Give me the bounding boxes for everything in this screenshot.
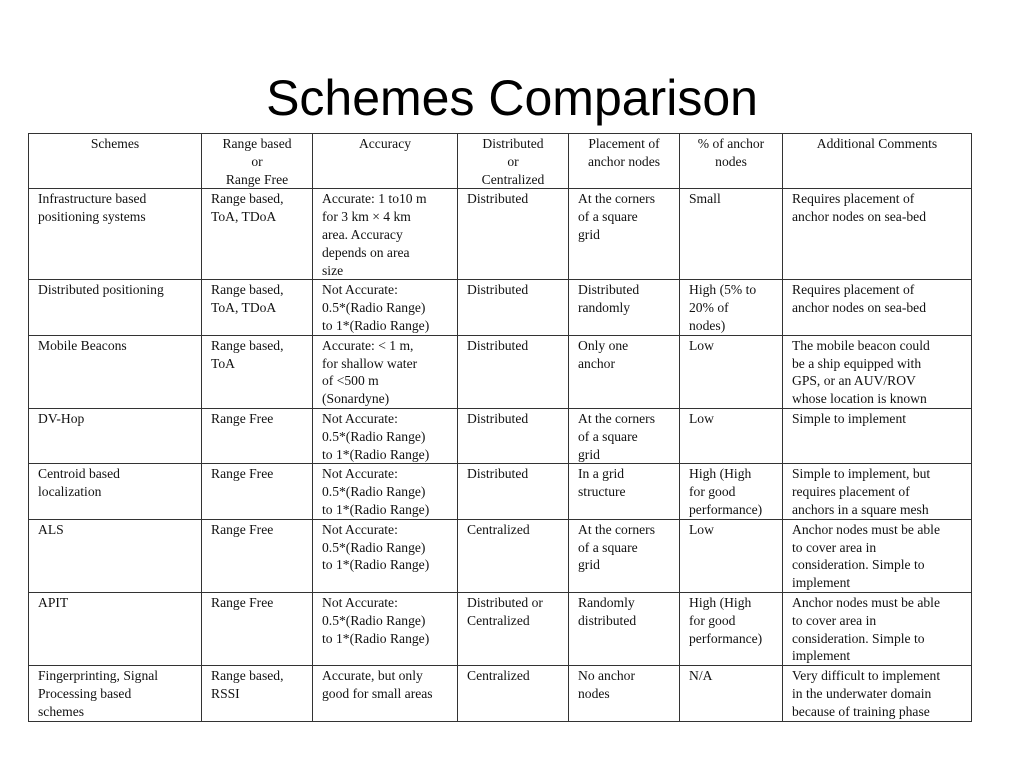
table-row [29,189,972,280]
cell-comments [783,666,972,721]
cell-architecture [458,666,569,721]
column-header-architecture [458,134,569,189]
cell-text-line: APIT [38,594,69,610]
cell-text-line: to 1*(Radio Range) [322,446,430,462]
cell-text-line: Anchor nodes must be able [792,594,940,610]
cell-text-line: for good [689,484,736,500]
cell-text-line: to 1*(Radio Range) [322,630,430,646]
cell-text-line: At the corners [578,191,656,207]
cell-text-line: Accurate: 1 to10 m [322,191,427,207]
cell-text-line: Schemes [90,136,140,151]
cell-text-line: % of anchor [697,136,765,151]
cell-scheme [29,666,202,721]
cell-text-line: Distributed [467,282,529,298]
cell-text-line: Fingerprinting, Signal [38,668,159,684]
cell-text-line: nodes [578,685,610,701]
cell-anchor-placement [569,408,680,463]
cell-text-line: grid [578,226,600,242]
cell-text-line: area. Accuracy [322,226,403,242]
cell-text-line: (Sonardyne) [322,391,390,407]
cell-text-line: Not Accurate: [322,466,398,482]
cell-scheme [29,519,202,592]
cell-scheme [29,280,202,335]
cell-text-line: anchors in a square mesh [792,501,929,517]
table-row [29,464,972,519]
cell-text-line: Range based, [211,668,284,684]
cell-text-line: grid [578,446,600,462]
cell-text-line: of a square [578,428,638,444]
cell-anchor-placement [569,592,680,665]
cell-text-line: Range based, [211,337,284,353]
cell-text-line: nodes [715,153,747,169]
cell-text-line: Distributed [467,466,529,482]
cell-text-line: 0.5*(Radio Range) [322,612,426,628]
cell-anchor-placement [569,335,680,408]
cell-text-line: Requires placement of [792,282,915,298]
cell-text-line: Not Accurate: [322,410,398,426]
cell-range-type [202,280,313,335]
cell-anchor-percent [680,592,783,665]
cell-text-line: Very difficult to implement [792,668,941,684]
cell-text-line: Not Accurate: [322,521,398,537]
cell-text-line: Range based, [211,191,284,207]
cell-text-line: to 1*(Radio Range) [322,501,430,517]
cell-text-line: Range Free [225,171,289,187]
cell-text-line: At the corners [578,521,656,537]
cell-text-line: Distributed [467,191,529,207]
cell-accuracy [313,592,458,665]
cell-text-line: Simple to implement [792,410,907,426]
cell-text-line: Range Free [211,466,274,482]
cell-text-line: to cover area in [792,612,877,628]
cell-text-line: Mobile Beacons [38,337,127,353]
cell-text-line: Only one [578,337,629,353]
cell-text-line: Low [689,521,714,537]
cell-text-line: implement [792,575,851,591]
column-header-anchor-placement [569,134,680,189]
cell-text-line: Distributed [467,337,529,353]
cell-text-line: The mobile beacon could [792,337,930,353]
cell-text-line: or [507,153,519,169]
cell-text-line: Range based [222,136,292,151]
cell-text-line: RSSI [211,685,240,701]
cell-text-line: positioning systems [38,209,146,225]
cell-text-line: requires placement of [792,484,910,500]
cell-text-line: High (5% to [689,282,757,298]
cell-text-line: whose location is known [792,391,927,407]
cell-text-line: Low [689,410,714,426]
cell-text-line: to cover area in [792,539,877,555]
table-row [29,408,972,463]
cell-text-line: Simple to implement, but [792,466,931,482]
cell-text-line: Processing based [38,685,132,701]
cell-text-line: Centralized [467,612,530,628]
cell-text-line: Distributed or [467,594,543,610]
cell-text-line: GPS, or an AUV/ROV [792,373,916,389]
cell-text-line: Centroid based [38,466,120,482]
cell-text-line: Centralized [481,171,545,187]
cell-range-type [202,408,313,463]
cell-architecture [458,464,569,519]
cell-architecture [458,335,569,408]
cell-text-line: Anchor nodes must be able [792,521,940,537]
cell-anchor-placement [569,519,680,592]
cell-text-line: ToA [211,355,235,371]
cell-text-line: 0.5*(Radio Range) [322,484,426,500]
cell-accuracy [313,519,458,592]
cell-text-line: 0.5*(Radio Range) [322,300,426,316]
cell-text-line: of a square [578,209,638,225]
cell-comments [783,280,972,335]
table-row [29,519,972,592]
cell-text-line: be a ship equipped with [792,355,922,371]
cell-text-line: ALS [38,521,64,537]
cell-text-line: Small [689,191,721,207]
cell-anchor-percent [680,280,783,335]
table-row [29,592,972,665]
cell-scheme [29,464,202,519]
cell-text-line: for 3 km × 4 km [322,209,411,225]
cell-text-line: Centralized [467,521,530,537]
cell-text-line: depends on area [322,244,410,260]
cell-text-line: Accurate: < 1 m, [322,337,414,353]
cell-text-line: 20% of [689,300,729,316]
cell-text-line: DV-Hop [38,410,85,426]
cell-anchor-percent [680,335,783,408]
cell-text-line: grid [578,557,600,573]
column-header-comments [783,134,972,189]
cell-text-line: anchor nodes on sea-bed [792,300,926,316]
cell-text-line: Not Accurate: [322,594,398,610]
cell-text-line: anchor [578,355,615,371]
cell-text-line: of a square [578,539,638,555]
schemes-comparison-table [28,133,972,722]
cell-anchor-placement [569,464,680,519]
column-header-range-type [202,134,313,189]
cell-text-line: of <500 m [322,373,379,389]
cell-text-line: to 1*(Radio Range) [322,317,430,333]
cell-text-line: No anchor [578,668,635,684]
table-body [29,189,972,721]
column-header-anchor-percent [680,134,783,189]
cell-anchor-percent [680,408,783,463]
table-header-row [29,134,972,189]
cell-text-line: Accurate, but only [322,668,423,684]
cell-text-line: distributed [578,612,637,628]
cell-text-line: ToA, TDoA [211,209,277,225]
cell-text-line: Placement of [588,136,660,151]
cell-text-line: because of training phase [792,703,930,719]
cell-text-line: Distributed [578,282,640,298]
cell-anchor-percent [680,464,783,519]
column-header-scheme [29,134,202,189]
cell-text-line: N/A [689,668,713,684]
cell-text-line: Range Free [211,594,274,610]
cell-scheme [29,408,202,463]
cell-text-line: Infrastructure based [38,191,147,207]
slide-title: Schemes Comparison [266,70,758,126]
cell-scheme [29,189,202,280]
column-header-accuracy [313,134,458,189]
cell-text-line: good for small areas [322,685,433,701]
cell-text-line: size [322,262,344,278]
cell-text-line: localization [38,484,102,500]
table-row [29,280,972,335]
cell-text-line: for shallow water [322,355,418,371]
cell-comments [783,592,972,665]
cell-anchor-placement [569,189,680,280]
table-row [29,335,972,408]
cell-text-line: High (High [689,594,752,610]
cell-text-line: to 1*(Radio Range) [322,557,430,573]
comparison-table-container [28,133,971,722]
cell-range-type [202,519,313,592]
cell-text-line: consideration. Simple to [792,557,925,573]
cell-comments [783,335,972,408]
cell-scheme [29,592,202,665]
cell-range-type [202,464,313,519]
cell-text-line: performance) [689,501,763,517]
cell-anchor-percent [680,189,783,280]
cell-scheme [29,335,202,408]
cell-architecture [458,189,569,280]
cell-text-line: schemes [38,703,85,719]
cell-accuracy [313,189,458,280]
cell-text-line: Randomly [578,594,635,610]
cell-architecture [458,519,569,592]
cell-text-line: Centralized [467,668,530,684]
cell-text-line: Range based, [211,282,284,298]
cell-range-type [202,335,313,408]
cell-text-line: Accuracy [358,136,412,151]
cell-accuracy [313,666,458,721]
cell-text-line: Low [689,337,714,353]
cell-text-line: Range Free [211,410,274,426]
cell-range-type [202,592,313,665]
cell-comments [783,519,972,592]
cell-accuracy [313,464,458,519]
cell-text-line: consideration. Simple to [792,630,925,646]
cell-anchor-percent [680,666,783,721]
cell-text-line: Requires placement of [792,191,915,207]
cell-range-type [202,189,313,280]
cell-range-type [202,666,313,721]
cell-text-line: In a grid [578,466,625,482]
cell-text-line: in the underwater domain [792,685,932,701]
cell-accuracy [313,280,458,335]
cell-text-line: or [251,153,263,169]
cell-text-line: At the corners [578,410,656,426]
cell-architecture [458,280,569,335]
cell-text-line: structure [578,484,626,500]
cell-comments [783,408,972,463]
cell-text-line: implement [792,648,851,664]
cell-text-line: for good [689,612,736,628]
cell-anchor-placement [569,280,680,335]
cell-architecture [458,408,569,463]
cell-accuracy [313,335,458,408]
cell-anchor-placement [569,666,680,721]
cell-anchor-percent [680,519,783,592]
cell-text-line: 0.5*(Radio Range) [322,539,426,555]
cell-text-line: anchor nodes [587,153,661,169]
cell-text-line: Not Accurate: [322,282,398,298]
table-row [29,666,972,721]
cell-text-line: Distributed [482,136,544,151]
cell-text-line: 0.5*(Radio Range) [322,428,426,444]
cell-text-line: randomly [578,300,631,316]
cell-comments [783,189,972,280]
cell-text-line: Range Free [211,521,274,537]
cell-comments [783,464,972,519]
cell-text-line: nodes) [689,317,726,333]
cell-text-line: ToA, TDoA [211,300,277,316]
cell-text-line: Distributed [467,410,529,426]
cell-architecture [458,592,569,665]
cell-text-line: anchor nodes on sea-bed [792,209,926,225]
cell-text-line: performance) [689,630,763,646]
cell-text-line: Additional Comments [816,136,938,151]
cell-accuracy [313,408,458,463]
cell-text-line: High (High [689,466,752,482]
cell-text-line: Distributed positioning [38,282,164,298]
